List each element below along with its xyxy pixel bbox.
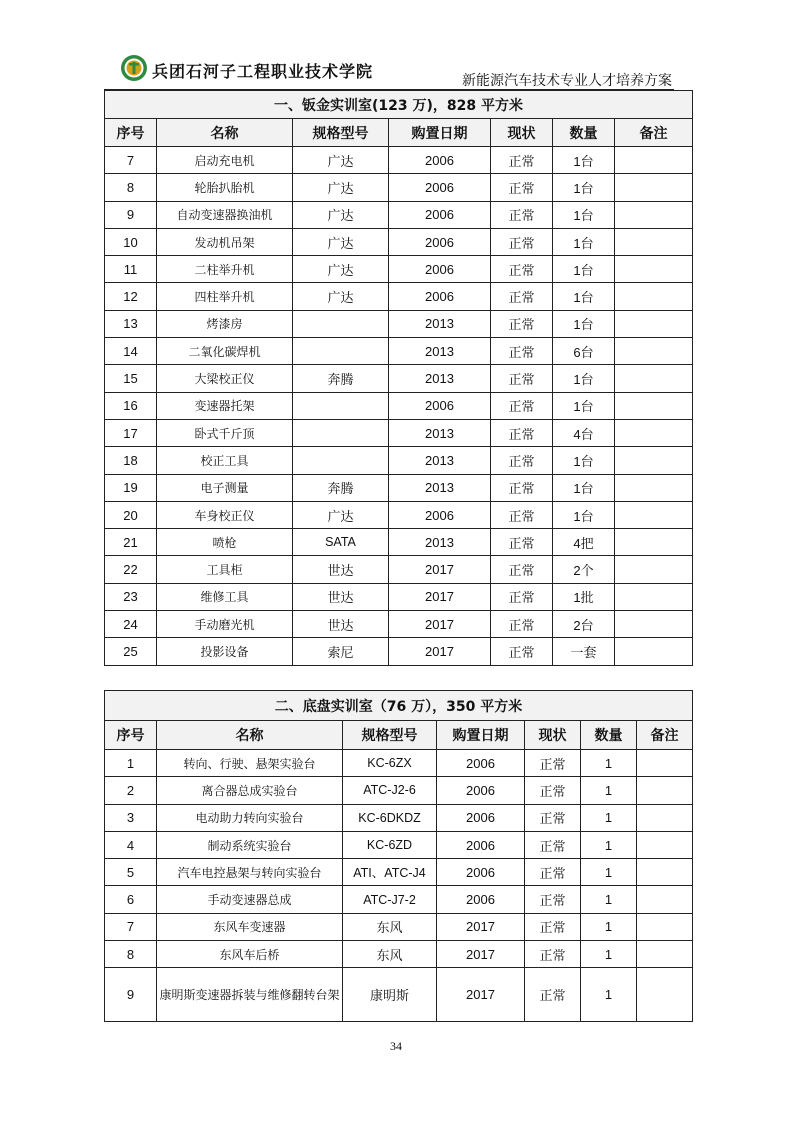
table-row <box>105 804 693 831</box>
purchase-date: 2013 <box>389 419 491 446</box>
quantity: 1台 <box>553 474 615 501</box>
model-spec: 广达 <box>293 501 389 528</box>
status: 正常 <box>525 886 581 913</box>
quantity: 1台 <box>553 228 615 255</box>
column-header: 备注 <box>615 119 693 147</box>
model-spec: 广达 <box>293 147 389 174</box>
purchase-date: 2006 <box>437 831 525 858</box>
quantity: 1台 <box>553 501 615 528</box>
quantity: 1台 <box>553 201 615 228</box>
quantity: 1 <box>581 750 637 777</box>
row-number: 13 <box>105 310 157 337</box>
row-number: 18 <box>105 447 157 474</box>
quantity: 一套 <box>553 638 615 665</box>
table-row <box>105 831 693 858</box>
status: 正常 <box>491 228 553 255</box>
purchase-date: 2017 <box>389 638 491 665</box>
status: 正常 <box>491 447 553 474</box>
purchase-date: 2006 <box>389 501 491 528</box>
row-number: 25 <box>105 638 157 665</box>
purchase-date: 2017 <box>389 556 491 583</box>
purchase-date: 2017 <box>389 611 491 638</box>
purchase-date: 2006 <box>389 201 491 228</box>
item-name: 校正工具 <box>157 447 293 474</box>
status: 正常 <box>491 310 553 337</box>
model-spec: KC-6ZD <box>343 831 437 858</box>
quantity: 1台 <box>553 174 615 201</box>
purchase-date: 2017 <box>437 941 525 968</box>
row-number: 22 <box>105 556 157 583</box>
purchase-date: 2006 <box>389 228 491 255</box>
quantity: 1台 <box>553 365 615 392</box>
model-spec: 东风 <box>343 941 437 968</box>
row-number: 8 <box>105 174 157 201</box>
table-row <box>105 750 693 777</box>
status: 正常 <box>491 147 553 174</box>
item-name: 自动变速器换油机 <box>157 201 293 228</box>
table-row <box>105 392 693 419</box>
remarks <box>637 886 693 913</box>
item-name: 离合器总成实验台 <box>157 777 343 804</box>
model-spec: 广达 <box>293 228 389 255</box>
item-name: 发动机吊架 <box>157 228 293 255</box>
table-row <box>105 310 693 337</box>
table-title: 一、钣金实训室(123 万)，828 平方米 <box>105 91 693 119</box>
remarks <box>615 474 693 501</box>
model-spec: KC-6ZX <box>343 750 437 777</box>
remarks <box>615 638 693 665</box>
column-header: 名称 <box>157 119 293 147</box>
row-number: 24 <box>105 611 157 638</box>
column-header: 购置日期 <box>437 721 525 750</box>
remarks <box>615 365 693 392</box>
model-spec: ATC-J7-2 <box>343 886 437 913</box>
item-name: 工具柜 <box>157 556 293 583</box>
remarks <box>615 447 693 474</box>
status: 正常 <box>525 913 581 940</box>
purchase-date: 2013 <box>389 529 491 556</box>
model-spec: 广达 <box>293 174 389 201</box>
quantity: 1 <box>581 913 637 940</box>
purchase-date: 2013 <box>389 338 491 365</box>
purchase-date: 2006 <box>437 886 525 913</box>
remarks <box>615 611 693 638</box>
model-spec <box>293 310 389 337</box>
item-name: 东风车后桥 <box>157 941 343 968</box>
quantity: 1 <box>581 831 637 858</box>
model-spec: 奔腾 <box>293 365 389 392</box>
purchase-date: 2013 <box>389 474 491 501</box>
quantity: 1 <box>581 777 637 804</box>
remarks <box>637 750 693 777</box>
table-row <box>105 419 693 446</box>
remarks <box>615 174 693 201</box>
quantity: 1台 <box>553 310 615 337</box>
item-name: 手动磨光机 <box>157 611 293 638</box>
purchase-date: 2006 <box>389 392 491 419</box>
quantity: 4把 <box>553 529 615 556</box>
remarks <box>637 859 693 886</box>
column-header: 现状 <box>525 721 581 750</box>
item-name: 东风车变速器 <box>157 913 343 940</box>
chassis-lab-table-body <box>105 691 693 1022</box>
row-number: 6 <box>105 886 157 913</box>
model-spec: 广达 <box>293 201 389 228</box>
column-header: 数量 <box>553 119 615 147</box>
quantity: 1 <box>581 886 637 913</box>
purchase-date: 2006 <box>437 859 525 886</box>
column-header: 序号 <box>105 119 157 147</box>
purchase-date: 2013 <box>389 447 491 474</box>
remarks <box>615 583 693 610</box>
table-row <box>105 611 693 638</box>
table-row <box>105 365 693 392</box>
document-title: 新能源汽车技术专业人才培养方案 <box>462 73 672 89</box>
remarks <box>615 338 693 365</box>
status: 正常 <box>491 501 553 528</box>
row-number: 23 <box>105 583 157 610</box>
table-row <box>105 201 693 228</box>
row-number: 9 <box>105 201 157 228</box>
purchase-date: 2006 <box>389 256 491 283</box>
status: 正常 <box>525 859 581 886</box>
table-row <box>105 447 693 474</box>
item-name: 手动变速器总成 <box>157 886 343 913</box>
status: 正常 <box>491 583 553 610</box>
column-header: 规格型号 <box>293 119 389 147</box>
quantity: 1 <box>581 859 637 886</box>
row-number: 2 <box>105 777 157 804</box>
item-name: 维修工具 <box>157 583 293 610</box>
item-name: 卧式千斤顶 <box>157 419 293 446</box>
purchase-date: 2006 <box>437 777 525 804</box>
chassis-lab-table <box>104 690 693 1022</box>
remarks <box>615 310 693 337</box>
status: 正常 <box>491 611 553 638</box>
model-spec: SATA <box>293 529 389 556</box>
model-spec: ATC-J2-6 <box>343 777 437 804</box>
item-name: 喷枪 <box>157 529 293 556</box>
column-header: 名称 <box>157 721 343 750</box>
quantity: 1 <box>581 941 637 968</box>
model-spec <box>293 338 389 365</box>
quantity: 4台 <box>553 419 615 446</box>
status: 正常 <box>491 174 553 201</box>
table-row <box>105 228 693 255</box>
item-name: 汽车电控悬架与转向实验台 <box>157 859 343 886</box>
remarks <box>615 283 693 310</box>
item-name: 烤漆房 <box>157 310 293 337</box>
column-header: 购置日期 <box>389 119 491 147</box>
status: 正常 <box>525 750 581 777</box>
table-row <box>105 256 693 283</box>
model-spec: KC-6DKDZ <box>343 804 437 831</box>
item-name: 电动助力转向实验台 <box>157 804 343 831</box>
table-row <box>105 777 693 804</box>
model-spec <box>293 419 389 446</box>
remarks <box>615 556 693 583</box>
remarks <box>615 228 693 255</box>
purchase-date: 2006 <box>437 804 525 831</box>
table-row <box>105 638 693 665</box>
remarks <box>615 529 693 556</box>
item-name: 康明斯变速器拆装与维修翻转台架 <box>157 968 343 1022</box>
remarks <box>615 392 693 419</box>
table-row <box>105 283 693 310</box>
row-number: 15 <box>105 365 157 392</box>
model-spec <box>293 447 389 474</box>
status: 正常 <box>491 283 553 310</box>
status: 正常 <box>491 419 553 446</box>
item-name: 车身校正仪 <box>157 501 293 528</box>
model-spec: 世达 <box>293 556 389 583</box>
table-row <box>105 556 693 583</box>
remarks <box>637 777 693 804</box>
remarks <box>615 256 693 283</box>
purchase-date: 2006 <box>437 750 525 777</box>
purchase-date: 2013 <box>389 365 491 392</box>
status: 正常 <box>525 777 581 804</box>
remarks <box>615 201 693 228</box>
row-number: 3 <box>105 804 157 831</box>
status: 正常 <box>525 804 581 831</box>
table-row <box>105 474 693 501</box>
quantity: 1台 <box>553 147 615 174</box>
item-name: 二柱举升机 <box>157 256 293 283</box>
purchase-date: 2006 <box>389 283 491 310</box>
item-name: 制动系统实验台 <box>157 831 343 858</box>
remarks <box>615 147 693 174</box>
quantity: 1 <box>581 804 637 831</box>
school-logo-icon <box>120 54 148 82</box>
page-number: 34 <box>390 1039 402 1053</box>
purchase-date: 2006 <box>389 147 491 174</box>
model-spec: 世达 <box>293 611 389 638</box>
remarks <box>615 419 693 446</box>
table-row <box>105 501 693 528</box>
row-number: 7 <box>105 913 157 940</box>
table-row <box>105 968 693 1022</box>
status: 正常 <box>491 338 553 365</box>
row-number: 17 <box>105 419 157 446</box>
quantity: 2台 <box>553 611 615 638</box>
school-name: 兵团石河子工程职业技术学院 <box>152 62 374 81</box>
metalwork-lab-table <box>104 90 693 666</box>
purchase-date: 2017 <box>437 913 525 940</box>
item-name: 转向、行驶、悬架实验台 <box>157 750 343 777</box>
purchase-date: 2013 <box>389 310 491 337</box>
remarks <box>637 968 693 1022</box>
table-row <box>105 174 693 201</box>
model-spec: 广达 <box>293 256 389 283</box>
column-header: 现状 <box>491 119 553 147</box>
quantity: 1台 <box>553 283 615 310</box>
column-header: 备注 <box>637 721 693 750</box>
remarks <box>637 913 693 940</box>
row-number: 14 <box>105 338 157 365</box>
purchase-date: 2017 <box>437 968 525 1022</box>
row-number: 20 <box>105 501 157 528</box>
row-number: 10 <box>105 228 157 255</box>
row-number: 11 <box>105 256 157 283</box>
table-row <box>105 583 693 610</box>
status: 正常 <box>525 968 581 1022</box>
quantity: 1台 <box>553 392 615 419</box>
table-row <box>105 147 693 174</box>
quantity: 1台 <box>553 256 615 283</box>
status: 正常 <box>491 365 553 392</box>
item-name: 轮胎扒胎机 <box>157 174 293 201</box>
row-number: 21 <box>105 529 157 556</box>
model-spec: 东风 <box>343 913 437 940</box>
quantity: 2个 <box>553 556 615 583</box>
quantity: 1台 <box>553 447 615 474</box>
status: 正常 <box>491 474 553 501</box>
column-header: 数量 <box>581 721 637 750</box>
item-name: 启动充电机 <box>157 147 293 174</box>
remarks <box>637 804 693 831</box>
model-spec: 广达 <box>293 283 389 310</box>
item-name: 电子测量 <box>157 474 293 501</box>
row-number: 16 <box>105 392 157 419</box>
item-name: 二氧化碳焊机 <box>157 338 293 365</box>
item-name: 变速器托架 <box>157 392 293 419</box>
table-row <box>105 338 693 365</box>
purchase-date: 2006 <box>389 174 491 201</box>
status: 正常 <box>491 556 553 583</box>
column-header: 规格型号 <box>343 721 437 750</box>
metalwork-lab-table-body <box>105 91 693 666</box>
model-spec: 索尼 <box>293 638 389 665</box>
row-number: 19 <box>105 474 157 501</box>
table-row <box>105 941 693 968</box>
status: 正常 <box>491 256 553 283</box>
item-name: 大梁校正仪 <box>157 365 293 392</box>
status: 正常 <box>491 638 553 665</box>
row-number: 9 <box>105 968 157 1022</box>
remarks <box>637 941 693 968</box>
model-spec: ATI、ATC-J4 <box>343 859 437 886</box>
quantity: 1批 <box>553 583 615 610</box>
remarks <box>615 501 693 528</box>
row-number: 4 <box>105 831 157 858</box>
page-header <box>104 46 674 90</box>
status: 正常 <box>491 529 553 556</box>
row-number: 12 <box>105 283 157 310</box>
row-number: 8 <box>105 941 157 968</box>
model-spec: 奔腾 <box>293 474 389 501</box>
quantity: 6台 <box>553 338 615 365</box>
status: 正常 <box>491 392 553 419</box>
quantity: 1 <box>581 968 637 1022</box>
column-header: 序号 <box>105 721 157 750</box>
model-spec <box>293 392 389 419</box>
item-name: 投影设备 <box>157 638 293 665</box>
remarks <box>637 831 693 858</box>
table-row <box>105 886 693 913</box>
table-row <box>105 529 693 556</box>
purchase-date: 2017 <box>389 583 491 610</box>
status: 正常 <box>525 941 581 968</box>
item-name: 四柱举升机 <box>157 283 293 310</box>
table-row <box>105 913 693 940</box>
row-number: 1 <box>105 750 157 777</box>
table-title: 二、底盘实训室（76 万），350 平方米 <box>105 691 693 721</box>
row-number: 5 <box>105 859 157 886</box>
status: 正常 <box>491 201 553 228</box>
row-number: 7 <box>105 147 157 174</box>
status: 正常 <box>525 831 581 858</box>
model-spec: 康明斯 <box>343 968 437 1022</box>
model-spec: 世达 <box>293 583 389 610</box>
table-row <box>105 859 693 886</box>
